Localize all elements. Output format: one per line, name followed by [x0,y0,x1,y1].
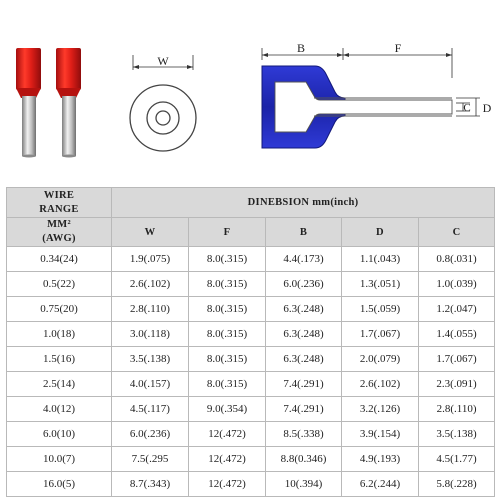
dim-label-w: W [157,54,169,68]
dimension-table [6,187,495,497]
column-header-w: W [112,218,189,247]
table-row [7,297,495,322]
cell-c: 4.5(1.77) [419,447,495,472]
cell-wire-range: 16.0(5) [7,472,112,497]
cell-wire-range: 1.0(18) [7,322,112,347]
cell-d: 6.2(.244) [342,472,419,497]
cell-f: 12(.472) [189,422,266,447]
cell-f: 8.0(.315) [189,297,266,322]
cell-wire-range: 6.0(10) [7,422,112,447]
cell-b: 8.5(.338) [266,422,342,447]
cell-wire-range: 0.34(24) [7,247,112,272]
cell-c: 1.0(.039) [419,272,495,297]
cell-w: 7.5(.295 [112,447,189,472]
side-view-drawing [262,48,480,148]
cell-c: 2.3(.091) [419,372,495,397]
cell-w: 6.0(.236) [112,422,189,447]
cell-f: 9.0(.354) [189,397,266,422]
cell-b: 7.4(.291) [266,397,342,422]
cell-w: 2.6(.102) [112,272,189,297]
end-view-drawing [130,55,196,151]
cell-b: 6.3(.248) [266,297,342,322]
table-row [7,472,495,497]
cell-f: 8.0(.315) [189,247,266,272]
ferrule-diagram [0,0,500,185]
cell-w: 4.5(.117) [112,397,189,422]
cell-w: 1.9(.075) [112,247,189,272]
ferrule-photo-right [56,48,81,158]
cell-c: 1.4(.055) [419,322,495,347]
table-body [7,247,495,497]
cell-d: 1.1(.043) [342,247,419,272]
cell-d: 1.7(.067) [342,322,419,347]
table-row [7,347,495,372]
cell-wire-range: 2.5(14) [7,372,112,397]
cell-f: 12(.472) [189,472,266,497]
cell-d: 3.9(.154) [342,422,419,447]
cell-wire-range: 0.75(20) [7,297,112,322]
table-row [7,272,495,297]
cell-f: 8.0(.315) [189,272,266,297]
table-row [7,422,495,447]
cell-wire-range: 0.5(22) [7,272,112,297]
cell-c: 2.8(.110) [419,397,495,422]
cell-b: 6.0(.236) [266,272,342,297]
dim-label-f: F [394,41,402,55]
cell-f: 12(.472) [189,447,266,472]
cell-b: 6.3(.248) [266,322,342,347]
cell-b: 4.4(.173) [266,247,342,272]
cell-f: 8.0(.315) [189,322,266,347]
cell-b: 7.4(.291) [266,372,342,397]
wire-range-header: WIRE RANGE [7,188,112,218]
cell-wire-range: 1.5(16) [7,347,112,372]
dim-label-c: C [463,102,471,114]
cell-c: 5.8(.228) [419,472,495,497]
column-header-b: B [266,218,342,247]
units-header: MM² (AWG) [7,218,112,247]
cell-w: 3.0(.118) [112,322,189,347]
table-row [7,322,495,347]
dimension-group-header: DINEBSION mm(inch) [112,188,495,218]
table-row [7,372,495,397]
cell-d: 4.9(.193) [342,447,419,472]
cell-b: 6.3(.248) [266,347,342,372]
cell-f: 8.0(.315) [189,372,266,397]
table-row [7,397,495,422]
cell-d: 1.5(.059) [342,297,419,322]
cell-c: 0.8(.031) [419,247,495,272]
cell-w: 8.7(.343) [112,472,189,497]
cell-f: 8.0(.315) [189,347,266,372]
column-header-d: D [342,218,419,247]
column-header-c: C [419,218,495,247]
cell-d: 3.2(.126) [342,397,419,422]
cell-b: 10(.394) [266,472,342,497]
cell-w: 3.5(.138) [112,347,189,372]
ferrule-photo-left [16,48,41,158]
cell-w: 2.8(.110) [112,297,189,322]
column-header-f: F [189,218,266,247]
dim-label-b: B [296,41,306,55]
cell-b: 8.8(0.346) [266,447,342,472]
table-row [7,247,495,272]
cell-d: 2.0(.079) [342,347,419,372]
cell-wire-range: 10.0(7) [7,447,112,472]
cell-d: 1.3(.051) [342,272,419,297]
cell-wire-range: 4.0(12) [7,397,112,422]
table-row [7,447,495,472]
dim-label-d: D [482,101,492,115]
cell-c: 1.2(.047) [419,297,495,322]
cell-d: 2.6(.102) [342,372,419,397]
cell-c: 3.5(.138) [419,422,495,447]
cell-w: 4.0(.157) [112,372,189,397]
cell-c: 1.7(.067) [419,347,495,372]
ferrule-drawings [0,0,500,185]
